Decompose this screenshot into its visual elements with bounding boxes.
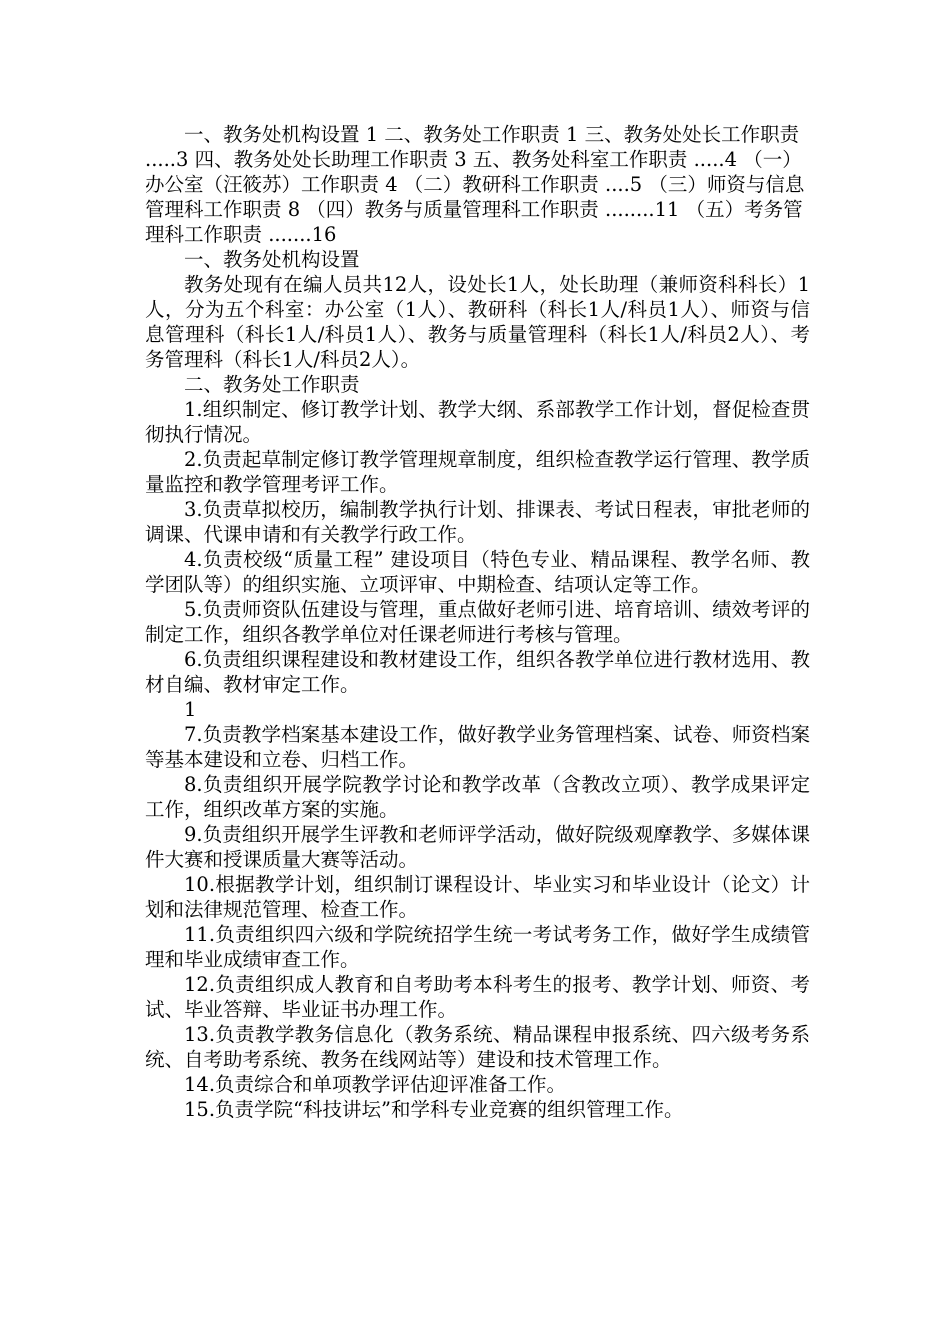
section-body-institution: 教务处现有在编人员共12人，设处长1人，处长助理（兼师资科科长）1人，分为五个科室：办公室（1人）、教研科（科长1人/科员1人）、师资与信息管理科（科长1人/科员1人）、教务与质量管理科（科长1人/科员2人）、考务管理科（科长1人/科员2人）。 [145,273,810,371]
document-page [145,122,810,1122]
table-of-contents: 一、教务处机构设置 1 二、教务处工作职责 1 三、教务处处长工作职责 .....3 四、教务处处长助理工作职责 3 五、教务处科室工作职责 .....4 （一）办公室（汪筱苏）工作职责 4 （二）教研科工作职责 ....5 （三）师资与信息管理科工作职责 8 （四）教务与质量管理科工作职责 ........11 （五）考务管理科工作职责 .......16 [145,123,805,246]
duty-item-2: 2.负责起草制定修订教学管理规章制度，组织检查教学运行管理、教学质量监控和教学管理考评工作。 [145,448,810,496]
section-heading-institution: 一、教务处机构设置 [184,248,360,271]
section-heading-duties: 二、教务处工作职责 [184,373,360,396]
duty-item-15: 15.负责学院“科技讲坛”和学科专业竞赛的组织管理工作。 [184,1098,684,1121]
duty-item-5: 5.负责师资队伍建设与管理，重点做好老师引进、培育培训、绩效考评的制定工作，组织各教学单位对任课老师进行考核与管理。 [145,598,810,646]
duty-item-10: 10.根据教学计划，组织制订课程设计、毕业实习和毕业设计（论文）计划和法律规范管理、检查工作。 [145,873,810,921]
duty-item-6: 6.负责组织课程建设和教材建设工作，组织各教学单位进行教材选用、教材自编、教材审定工作。 [145,648,810,696]
page-number-marker: 1 [184,698,197,721]
duty-item-13: 13.负责教学教务信息化（教务系统、精品课程申报系统、四六级考务系统、自考助考系统、教务在线网站等）建设和技术管理工作。 [145,1023,810,1071]
duty-item-14: 14.负责综合和单项教学评估迎评准备工作。 [184,1073,567,1096]
duty-item-11: 11.负责组织四六级和学院统招学生统一考试考务工作，做好学生成绩管理和毕业成绩审查工作。 [145,923,810,971]
duty-item-3: 3.负责草拟校历，编制教学执行计划、排课表、考试日程表，审批老师的调课、代课申请和有关教学行政工作。 [145,498,810,546]
duty-item-12: 12.负责组织成人教育和自考助考本科考生的报考、教学计划、师资、考试、毕业答辩、毕业证书办理工作。 [145,973,810,1021]
duty-item-1: 1.组织制定、修订教学计划、教学大纲、系部教学工作计划，督促检查贯彻执行情况。 [145,398,810,446]
duty-item-9: 9.负责组织开展学生评教和老师评学活动，做好院级观摩教学、多媒体课件大赛和授课质量大赛等活动。 [145,823,810,871]
duty-item-7: 7.负责教学档案基本建设工作，做好教学业务管理档案、试卷、师资档案等基本建设和立卷、归档工作。 [145,723,810,771]
duty-item-4: 4.负责校级“质量工程” 建设项目（特色专业、精品课程、教学名师、教学团队等）的组织实施、立项评审、中期检查、结项认定等工作。 [145,548,810,596]
duty-item-8: 8.负责组织开展学院教学讨论和教学改革（含教改立项）、教学成果评定工作，组织改革方案的实施。 [145,773,810,821]
